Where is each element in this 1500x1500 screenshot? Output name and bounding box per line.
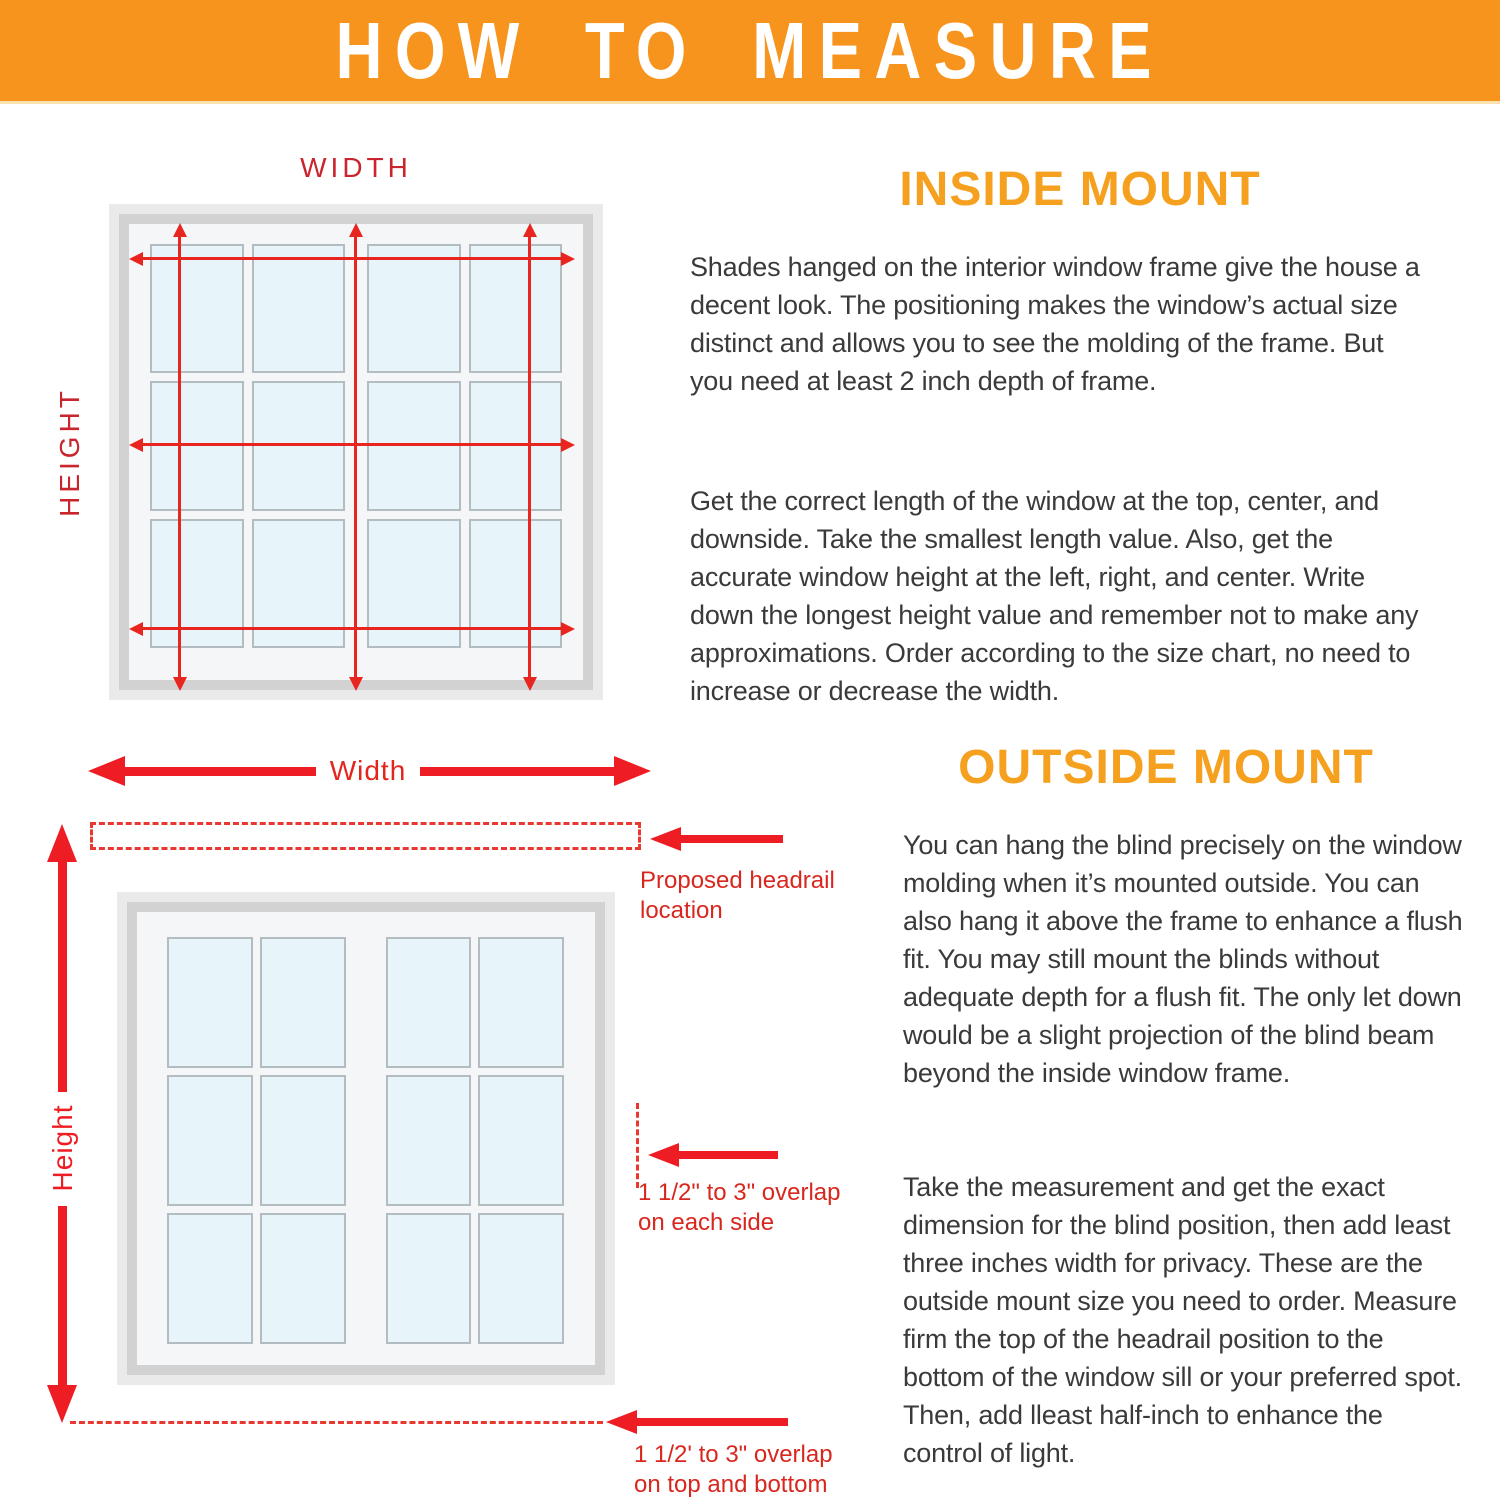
measure-height-arrow-left xyxy=(178,236,181,678)
window-sash-right xyxy=(386,937,565,1344)
top-width-label: WIDTH xyxy=(300,152,412,183)
bottom-overlap-label: 1 1/2' to 3" overlap on top and bottom xyxy=(634,1441,833,1498)
height-arrow-top-head xyxy=(47,824,77,862)
side-overlap-arrow-head xyxy=(648,1143,679,1167)
measure-height-arrow-right xyxy=(528,236,531,678)
headrail-dashed-box xyxy=(90,822,641,850)
outside-mount-window-graphic xyxy=(117,892,615,1385)
banner-title: HOW TO MEASURE xyxy=(335,5,1165,96)
window-pane xyxy=(252,244,346,373)
window-pane xyxy=(478,1213,564,1344)
window-pane xyxy=(478,937,564,1068)
window-pane xyxy=(469,244,563,373)
width-arrow-right-head xyxy=(614,756,651,786)
width-arrow-left-shaft xyxy=(122,767,316,776)
window-pane xyxy=(478,1075,564,1206)
window-pane xyxy=(167,937,253,1068)
inside-mount-paragraph-1: Shades hanged on the interior window frame give the house a decent look. The positioning makes the window’s actual size distinct and allows you to see the molding of the frame. But you need at least 2 inch depth of frame. xyxy=(690,252,1420,396)
width-arrow-left-head xyxy=(88,756,125,786)
bottom-width-label: Width xyxy=(329,755,407,786)
headrail-arrow-shaft xyxy=(679,835,783,843)
window-sash-right xyxy=(367,244,562,648)
side-overlap-dashed-line xyxy=(636,1103,639,1188)
window-pane-area xyxy=(167,937,564,1344)
how-to-measure-banner xyxy=(0,0,1500,104)
outside-mount-heading: OUTSIDE MOUNT xyxy=(958,741,1374,794)
window-pane xyxy=(150,244,244,373)
measure-height-arrow-center xyxy=(354,236,357,678)
window-pane xyxy=(386,1075,472,1206)
window-pane xyxy=(386,937,472,1068)
window-pane xyxy=(167,1213,253,1344)
bottom-overlap-dashed-line xyxy=(70,1421,603,1424)
width-arrow-right-shaft xyxy=(420,767,614,776)
measure-width-arrow-bottom xyxy=(142,627,562,630)
window-pane xyxy=(260,1075,346,1206)
top-height-label: HEIGHT xyxy=(54,387,85,517)
window-pane xyxy=(367,244,461,373)
bottom-height-label: Height xyxy=(47,1104,78,1192)
window-pane xyxy=(260,937,346,1068)
inside-mount-heading: INSIDE MOUNT xyxy=(899,163,1261,216)
headrail-label: Proposed headrail location xyxy=(640,867,835,924)
side-overlap-arrow-shaft xyxy=(677,1151,778,1159)
bottom-overlap-arrow-head xyxy=(606,1410,637,1434)
bottom-overlap-arrow-shaft xyxy=(635,1418,788,1426)
inside-mount-paragraph-2: Get the correct length of the window at the top, center, and downside. Take the smallest length value. Also, get the accurate window height at the left, right, and center. Write down the longest height value and remember not to make any approximations. Order according to the size chart, no need to increase or decrease the width. xyxy=(690,486,1419,706)
measure-width-arrow-top xyxy=(142,257,562,260)
outside-mount-paragraph-2: Take the measurement and get the exact dimension for the blind position, then add least three inches width for privacy. These are the outside mount size you need to order. Measure firm the top of the headrail position to the bottom of the window sill or your preferred spot. Then, add lleast half-inch to enhance the control of light. xyxy=(903,1172,1462,1468)
side-overlap-label: 1 1/2" to 3" overlap on each side xyxy=(638,1179,841,1236)
window-sash-left xyxy=(167,937,346,1344)
headrail-arrow-head xyxy=(650,827,681,851)
window-pane xyxy=(167,1075,253,1206)
height-arrow-lower-shaft xyxy=(58,1206,67,1385)
height-arrow-bottom-head xyxy=(47,1385,77,1423)
window-pane xyxy=(386,1213,472,1344)
outside-mount-paragraph-1: You can hang the blind precisely on the window molding when it’s mounted outside. You can also hang it above the frame to enhance a flush fit. You may still mount the blinds without adequate depth for a flush fit. The only let down would be a slight projection of the blind beam beyond the inside window frame. xyxy=(903,830,1463,1088)
window-pane xyxy=(260,1213,346,1344)
measure-width-arrow-middle xyxy=(142,443,562,446)
